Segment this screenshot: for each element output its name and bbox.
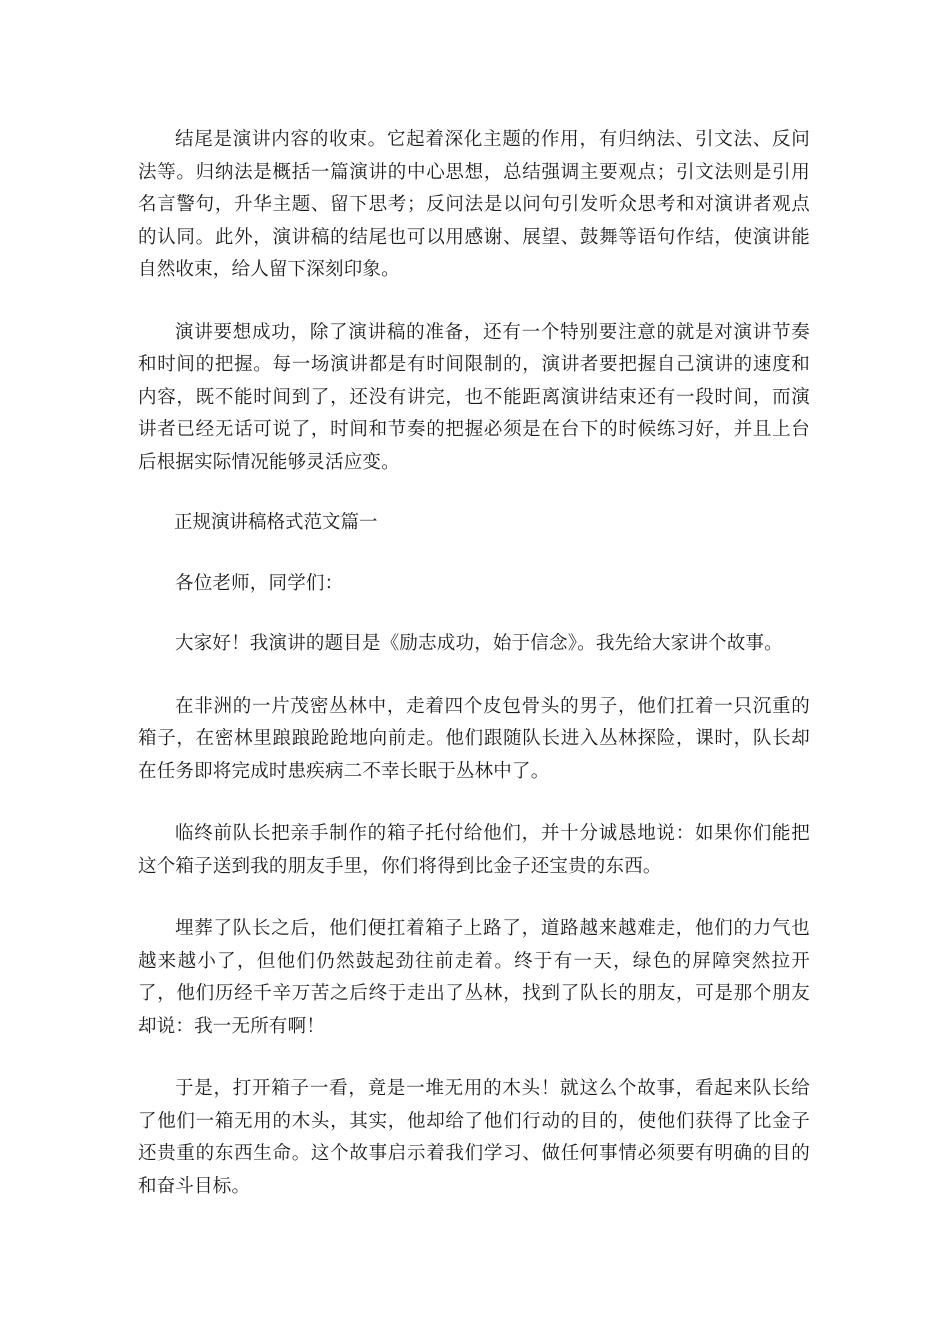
paragraph-story-4: 于是，打开箱子一看，竟是一堆无用的木头！就这么个故事，看起来队长给了他们一箱无用的木头，其实，他却给了他们行动的目的，使他们获得了比金子还贵重的东西生命。这个故事启示着我们学习、做任何事情必须要有明确的目的和奋斗目标。 — [138, 1078, 810, 1197]
paragraph-story-1: 在非洲的一片茂密丛林中，走着四个皮包骨头的男子，他们扛着一只沉重的箱子，在密林里踉踉跄跄地向前走。他们跟随队长进入丛林探险，课时，队长却在任务即将完成时患疾病二不幸长眠于丛林中了。 — [138, 695, 810, 782]
greeting: 各位老师，同学们： — [175, 572, 344, 594]
paragraph-conclusion: 结尾是演讲内容的收束。它起着深化主题的作用，有归纳法、引文法、反问法等。归纳法是概括一篇演讲的中心思想，总结强调主要观点；引文法则是引用名言警句，升华主题、留下思考；反问法是以问句引发听众思考和对演讲者观点的认同。此外，演讲稿的结尾也可以用感谢、展望、鼓舞等语句作结，使演讲能自然收束，给人留下深刻印象。 — [138, 129, 810, 280]
section-heading: 正规演讲稿格式范文篇一 — [174, 512, 378, 533]
paragraph-timing: 演讲要想成功，除了演讲稿的准备，还有一个特别要注意的就是对演讲节奏和时间的把握。每一场演讲都是有时间限制的，演讲者要把握自己演讲的速度和内容，既不能时间到了，还没有讲完，也不能距离演讲结束还有一段时间，而演讲者已经无话可说了，时间和节奏的把握必须是在台下的时候练习好，并且上台后根据实际情况能够灵活应变。 — [138, 321, 810, 473]
paragraph-story-2: 临终前队长把亲手制作的箱子托付给他们，并十分诚恳地说：如果你们能把这个箱子送到我的朋友手里，你们将得到比金子还宝贵的东西。 — [138, 823, 810, 877]
paragraph-story-3: 埋葬了队长之后，他们便扛着箱子上路了，道路越来越难走，他们的力气也越来越小了，但他们仍然鼓起劲往前走着。终于有一天，绿色的屏障突然拉开了，他们历经千辛万苦之后终于走出了丛林，找到了队长的朋友，可是那个朋友却说：我一无所有啊！ — [138, 918, 810, 1037]
document-page — [138, 124, 810, 1203]
paragraph-intro: 大家好！我演讲的题目是《励志成功，始于信念》。我先给大家讲个故事。 — [175, 633, 783, 654]
